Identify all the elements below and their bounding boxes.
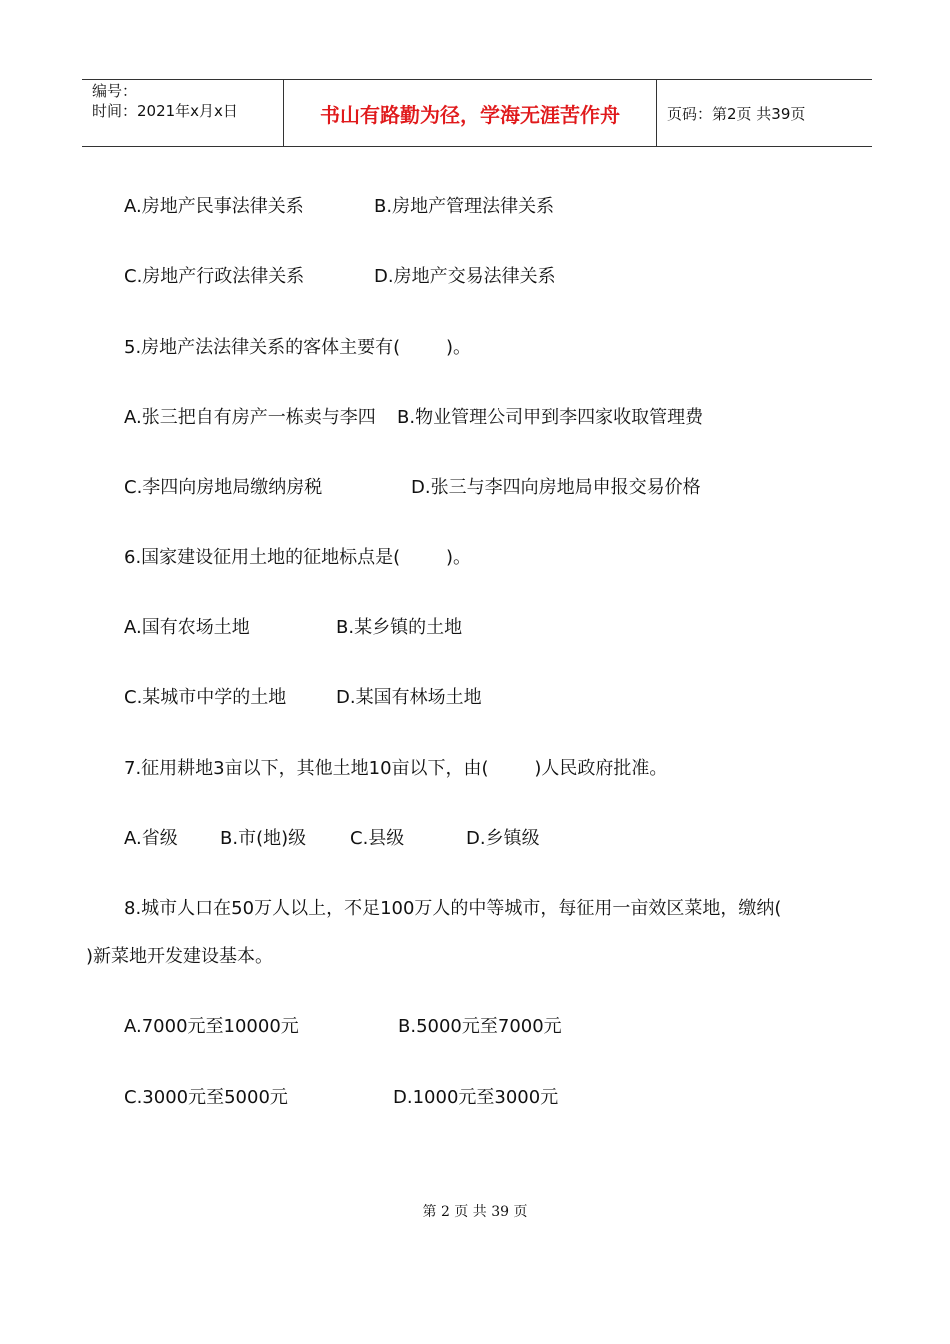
q5-stem: 5.房地产法法律关系的客体主要有( )。 — [124, 337, 471, 358]
header-meta — [92, 81, 238, 121]
q6-option-d: D.某国有林场土地 — [336, 687, 482, 708]
q8-option-a: A.7000元至10000元 — [124, 1016, 299, 1037]
q6-option-a: A.国有农场土地 — [124, 617, 250, 638]
q5-option-c: C.李四向房地局缴纳房税 — [124, 477, 323, 498]
q7-option-d: D.乡镇级 — [466, 828, 540, 849]
q5-option-b: B.物业管理公司甲到李四家收取管理费 — [397, 407, 704, 428]
header-divider-right — [656, 79, 657, 147]
q7-option-b: B.市(地)级 — [220, 828, 307, 849]
q8-stem-line-2: )新菜地开发建设基本。 — [86, 946, 274, 967]
q7-stem: 7.征用耕地3亩以下，其他土地10亩以下，由( )人民政府批准。 — [124, 758, 668, 779]
q8-option-c: C.3000元至5000元 — [124, 1087, 288, 1108]
header-motto: 书山有路勤为径，学海无涯苦作舟 — [320, 102, 620, 127]
page-header — [82, 79, 872, 147]
q6-stem: 6.国家建设征用土地的征地标点是( )。 — [124, 547, 471, 568]
q5-option-d: D.张三与李四向房地局申报交易价格 — [411, 477, 701, 498]
q4-option-c: C.房地产行政法律关系 — [124, 266, 305, 287]
q4-option-a: A.房地产民事法律关系 — [124, 196, 304, 217]
page-footer: 第 2 页 共 39 页 — [422, 1204, 528, 1220]
q8-option-d: D.1000元至3000元 — [393, 1087, 559, 1108]
q6-option-c: C.某城市中学的土地 — [124, 687, 287, 708]
q5-option-a: A.张三把自有房产一栋卖与李四 — [124, 407, 376, 428]
q4-option-d: D.房地产交易法律关系 — [374, 266, 556, 287]
q6-option-b: B.某乡镇的土地 — [336, 617, 463, 638]
q7-option-a: A.省级 — [124, 828, 178, 849]
time-label: 时间：2021年x月x日 — [92, 102, 238, 120]
q4-option-b: B.房地产管理法律关系 — [374, 196, 555, 217]
header-page-info: 页码：第2页 共39页 — [667, 104, 806, 123]
q8-option-b: B.5000元至7000元 — [398, 1016, 562, 1037]
q7-option-c: C.县级 — [350, 828, 405, 849]
number-label: 编号： — [92, 82, 138, 100]
q8-stem-line-1: 8.城市人口在50万人以上，不足100万人的中等城市，每征用一亩效区菜地，缴纳( — [124, 898, 782, 919]
